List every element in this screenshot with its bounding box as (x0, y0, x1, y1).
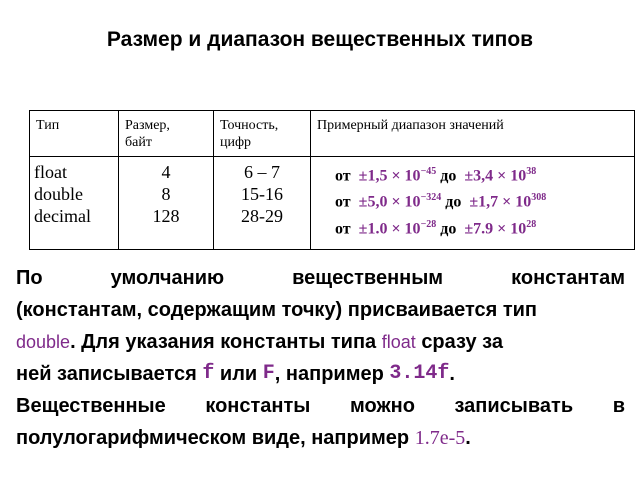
suffix-f-upper: F (262, 362, 275, 385)
precision-decimal: 28-29 (241, 206, 283, 226)
type-double: double (34, 184, 83, 204)
word: можно (349, 395, 415, 417)
paragraph-text: или (219, 363, 258, 385)
precision-list (214, 157, 310, 249)
range-to-mantissa: ±3,4 × 10 (464, 167, 527, 185)
paragraph-line-4 (16, 358, 625, 390)
size-float: 4 (161, 162, 171, 182)
header-size (119, 111, 213, 156)
paragraph-text: , например (274, 363, 384, 385)
range-double (311, 187, 634, 213)
word: умолчанию (110, 267, 225, 289)
paragraph-text: . (465, 427, 471, 449)
paragraph-line-5 (16, 390, 625, 422)
range-to-word: до (440, 167, 457, 185)
keyword-double: double (16, 332, 71, 352)
example-float-literal: 3.14f (389, 362, 450, 385)
page-title: Размер и диапазон вещественных типов (106, 28, 534, 51)
type-decimal: decimal (34, 206, 91, 226)
range-to-exponent: 308 (531, 192, 547, 204)
header-precision-line1: Точность, (220, 118, 279, 133)
range-to-exponent: 38 (526, 166, 537, 177)
body-paragraph (16, 262, 625, 454)
keyword-float: float (381, 332, 416, 352)
precision-float: 6 – 7 (244, 162, 280, 182)
header-size-line1: Размер, (125, 118, 170, 133)
word: По (16, 267, 43, 289)
header-range: Примерный диапазон значений (317, 118, 504, 133)
suffix-f-lower: f (202, 362, 215, 385)
range-from-mantissa: ±5,0 × 10 (358, 193, 421, 211)
range-to-exponent: 28 (526, 218, 537, 230)
range-decimal (311, 214, 634, 240)
range-from-word: от (335, 167, 351, 185)
paragraph-line-2 (16, 294, 625, 326)
table-header-row (30, 111, 635, 157)
word: вещественным (292, 267, 444, 289)
paragraph-line-6 (16, 422, 625, 454)
range-from-word: от (335, 219, 351, 237)
paragraph-text: полулогарифмическом виде, например (16, 427, 410, 449)
header-precision (214, 111, 310, 156)
range-to-word: до (445, 193, 462, 211)
paragraph-line-1 (16, 262, 625, 294)
paragraph-text: . Для указания константы типа (70, 331, 377, 353)
range-float (311, 161, 634, 187)
header-type: Тип (36, 118, 60, 133)
range-to-word: до (440, 219, 457, 237)
size-double: 8 (161, 184, 171, 204)
paragraph-text: (константам, содержащим точку) присваивается тип (16, 299, 538, 321)
header-precision-line2: цифр (220, 135, 252, 150)
types-table (29, 110, 635, 250)
precision-double: 15-16 (241, 184, 283, 204)
paragraph-line-3 (16, 326, 625, 358)
paragraph-text: сразу за (421, 331, 503, 353)
range-from-mantissa: ±1.0 × 10 (358, 219, 421, 237)
word: Вещественные (16, 395, 166, 417)
size-list (119, 157, 213, 249)
table-body-row (30, 157, 635, 250)
example-exponent-literal: 1.7e-5 (414, 427, 466, 449)
range-from-exponent: −28 (420, 218, 437, 230)
paragraph-text: . (449, 363, 455, 385)
word: константам (511, 267, 625, 289)
word: в (612, 395, 625, 417)
type-float: float (34, 162, 67, 182)
range-from-mantissa: ±1,5 × 10 (358, 167, 421, 185)
word: записывать (454, 395, 574, 417)
paragraph-text: ней записывается (16, 363, 197, 385)
header-size-line2: байт (125, 135, 152, 150)
type-list (30, 157, 118, 249)
range-to-mantissa: ±7.9 × 10 (464, 219, 527, 237)
size-decimal: 128 (152, 206, 180, 226)
range-list (311, 157, 634, 249)
range-from-word: от (335, 193, 351, 211)
range-to-mantissa: ±1,7 × 10 (469, 193, 532, 211)
range-from-exponent: −324 (420, 192, 442, 204)
word: константы (205, 395, 311, 417)
range-from-exponent: −45 (420, 166, 437, 177)
